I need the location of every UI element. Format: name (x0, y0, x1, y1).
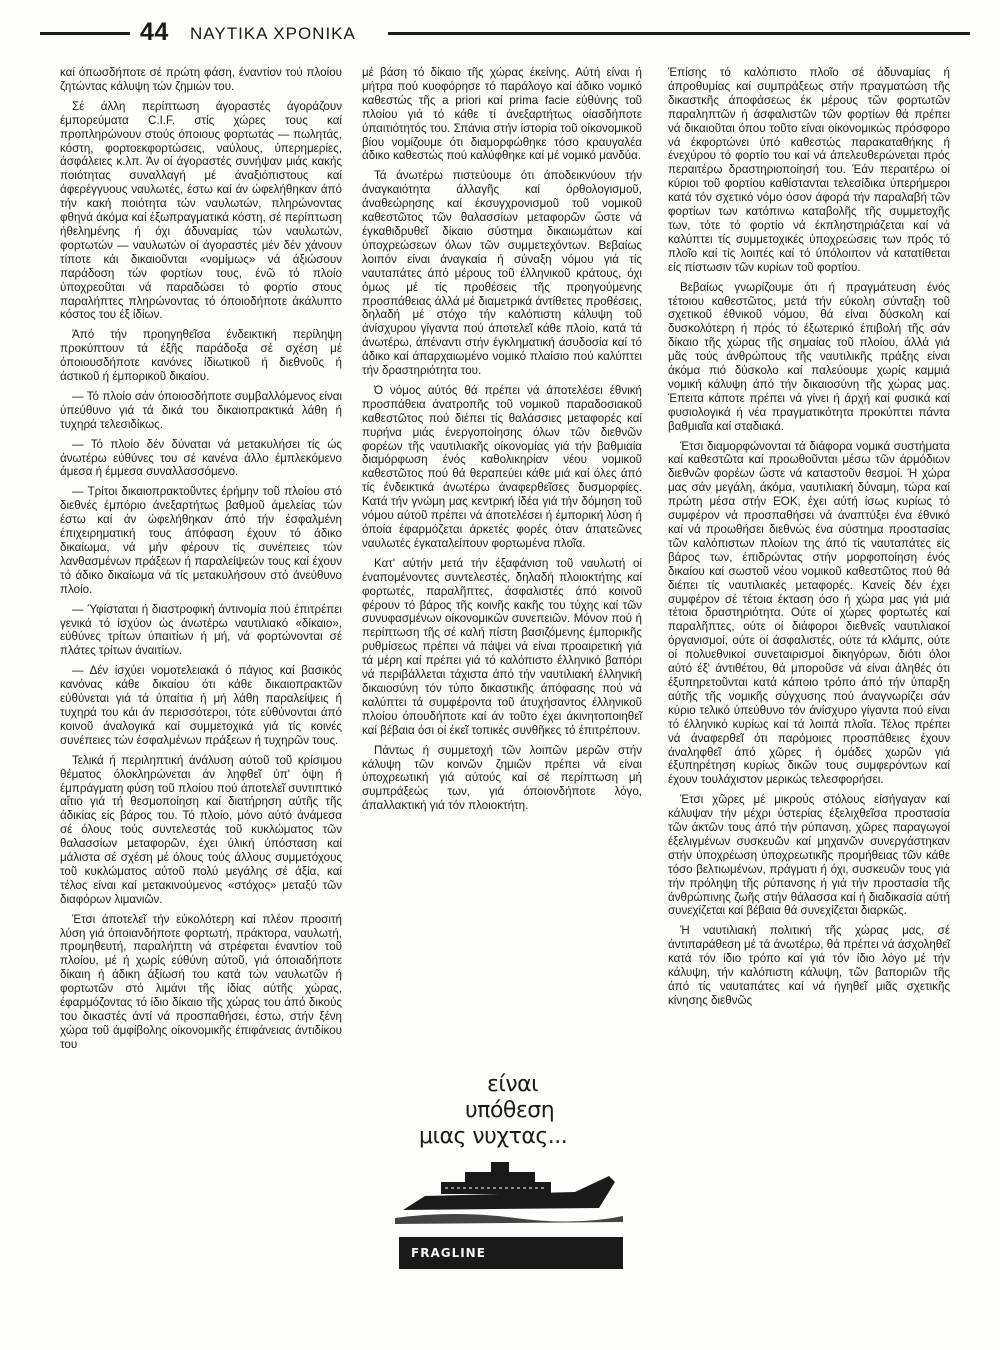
paragraph: μέ βάση τό δίκαιο τῆς χώρας έκείνης. Αύτή είναι ή μήτρα πού κυοφόρησε τό παράλογο καί άδικο νομικό καθεστώς τῆς a priori καί prima facie εύθύνης τοῦ πλοίου γιά τό κάθε τί άνεξαρτήτως οίασδήποτε ύπαιτιότητός του. Σπάνια στήν ίστορία τοῦ οίκονομικοῦ βίου νομίζουμε ότι διαμορφώθηκε τόσο κραυγαλέα άδικο καθεστώς πού καλύφθηκε καί μέ νομικό μανδύα. (362, 66, 642, 163)
magazine-title: ΝΑΥΤΙΚΑ ΧΡΟΝΙΚΑ (190, 24, 356, 43)
ad-brand-logo: FRAGLINE (399, 1237, 623, 1269)
ferry-ship-icon (395, 1152, 623, 1232)
ad-slogan-line-1: είναι (487, 1072, 539, 1097)
ad-slogan-line-2: υπόθεση (465, 1098, 555, 1123)
fragline-advertisement (395, 1062, 623, 1302)
header-rule-right (388, 32, 970, 35)
paragraph: Σέ άλλη περίπτωση άγοραστές άγοράζουν έμπορεύματα C.I.F. στίς χώρες τους καί προπληρώνουν στούς όποιους φορτωτάς — πωλητάς, κόστη, φορτοεκφορτώσεις, ναύλους, ύπερημερίες, άσφάλειες κ.λπ. Άν οί άγοραστές συνήψαν μιάς κακής ποιότητας συναλλαγή μέ άναξιόπιστους καί άφερέγγυους ναυλωτές, έστω καί άν ώφελήθηκαν άπό τήν κακή ποιότητα τών ναυλωτών, πληρώνοντας φθηνά άκόμα καί έξωπραγματικά κόστη, σέ περίπτωση ήθελημένης ή όχι άδυναμίας τών ναυλωτών, φορτωτών — ναυλωτών οί άγοραστές μέν δέν χάνουν τίποτε κάι δικαιοῦνται «νομίμως» νά άξιώσουν παράδοση τών φορτίων τους, ένῶ τό πλοίο ύποχρεοῦται νά παραδώσει τό φορτίο στους παραλήπτες πληρώνοντας τό όποιοδήποτε άκάλυπτο κόστος του έξ ίδίων. (60, 99, 342, 322)
page-header (40, 18, 970, 52)
paragraph: Κατ' αύτήν μετά τήν έξαφάνιση τοῦ ναυλωτή οί έναπομένοντες συντελεστές, δηλαδή πλοιοκτήτης καί φορτωτές, παραλῆπτες, άσφαλιστές άπό κοινοῦ φέρουν τό βάρος τῆς κοινῆς κακῆς του τύχης καί τῶν συνυφασμένων οίκονομικῶν συνεπειῶν. Μόνον πού ή περίπτωση τῆς σέ καλή πίστη βασιζόμενης έμπορικῆς ρυθμίσεως πρέπει νά πάψει νά είναι προαιρετική γιά τά μέρη καί πρέπει γιά τό καλόπιστο έλληνικό βαπόρι νά περιβάλλεται τάχιστα άπό τήν ναυτιλιακή έλληνική δικαιοσύνη τόν τύπο δικαστικῆς άπόφασης πού νά καλύπτει τά συμφέροντα τοῦ άτυχήσαντος έλληνικοῦ πλοίου όπουδήποτε καί άν τοῦτο έχει άκινητοποιηθεῖ καί βέβαια όσι οί έκεῖ τοπικές συνθῆκες τό έπιτρέπουν. (362, 556, 642, 737)
paragraph: — Δέν ίσχύει νομοτελειακά ό πάγιος καί βασικός κανόνας κάθε δικαίου ότι κάθε δικαιοπρακτῶν εύθύνεται γιά τά ύπαίτια ή μή λάθη παραλείψεις ή τυχηρά του κάι άν περισσότεροι, τότε εύθύνονται άπό κοινοῦ άναλογικά καί συμμετοχικά γιά τίς κοινές συνέπειες τών έσφαλμένων πράξεων ή τυχηρῶν τους. (60, 664, 342, 747)
paragraph: Ό νόμος αύτός θά πρέπει νά άποτελέσει έθνική προσπάθεια άνατροπῆς τοῦ νομικοῦ παραδοσιακοῦ καθεστῶτος πού διέπει τίς θαλάσσιες μεταφορές καί πυρήνα μιάς ένεργοποίησης όλων τῶν διεθνῶν φορέων τῆς ναυτιλιακῆς οίκονομίας γιά τήν βαθμιαία διαμόρφωση ένός καθολικηρίαν νέου νομικοῦ καθεστῶτος πού θά θεραπεύει κάθε μιά καί όλες άπό τίς ένδεικτικά άνωτέρω άναφερθεῖσες δυσμορφίες. Κατά τήν γνώμη μας κεντρική ίδέα γιά τήν δόμηση τοῦ νόμου αύτοῦ πρέπει νά άποτελέσει ή έμπορική λύση ή όποία έφαρμόζεται άρκετές φορές όταν άπατεῶνες ναυλωτές έγκαταλείπουν φορτωμένα πλοῖα. (362, 383, 642, 550)
paragraph: Άπό τήν προηγηθεῖσα ένδεικτική περίληψη προκύπτουν τά έξῆς παράδοξα σέ σχέση μέ όποιουσδήποτε κανόνες ίδιωτικοῦ ή διεθνοῦς ή άστικοῦ ή έμπορικοῦ δικαίου. (60, 328, 342, 384)
paragraph: Έπίσης τό καλόπιστο πλοῖο σέ άδυναμίας ή άπροθυμίας καί συμπράξεως στήν πραγματώση τῆς δικαστκῆς άποφάσεως έκ μέρους τῶν φορτωτῶν παραληπτῶν ή άσφαλιστῶν τῶν φορτίων θά πρέπει νά δικαιοῦται όπου τοῦτο είναι οίκονομικώς πρόσφορο νά έκφορτώνει ύπό καθεστώς παρακαταθήκης ή ένεχύρου τό φορτίο του καί νά άπελευθερώνεται πρός περαιτέρω δραστηριοποίησή του. Έάν περαιτέρω οί κύριοι τοῦ φορτίου καθίστανται τελεσίδικα ύπερήμεροι κατά τόν σχετικό νόμο όσον άφορά τήν παραλαβή τῶν φορτίων των κατόπινω καταβολῆς τῆς συμμετοχῆς των, τότε τό φορτίο νά έκπληστηριάζεται καί νά καλύπτει τίς συμμετοχικές ύποχρεώσεις των πρός τό πλοῖο καί τίς λοιπές καί τό ύπόλοιπον νά κατατίθεται είς πίστωσιν τῶν κυρίων τοῦ φορτίου. (668, 66, 950, 274)
paragraph: Ή ναυτιλιακή πολιτική τῆς χώρας μας, σέ άντιπαράθεση μέ τά άνωτέρω, θά πρέπει νά άσχοληθεῖ κατά τόν ίδιο τρόπο καί γιά τόν ίδιο λόγο μέ τήν κάλυψη, τήν καλόπιστη κάλυψη, τῶν βαποριῶν τῆς άπό τίς ναυταπάτες καί νά ήγηθεῖ μιᾶς σχετικῆς κίνησης διεθνῶς (668, 924, 950, 1007)
paragraph: Έτσι άποτελεῖ τήν εύκολότερη καί πλέον προσιτή λύση γιά όποιανδήποτε φορτωτή, πράκτορα, ναυλωτή, προμηθευτή, παραλήπτη νά στρέφεται έναντίον τοῦ πλοίου, μέ ή χωρίς εύθύνη αύτοῦ, γιά όποιαδήποτε δίκαιη ή άδικη άξίωσή του κατά τών ναυλωτῶν ή φορτωτῶν στό λιμάνι τῆς ίδίας αύτῆς χώρας, έφαρμόζοντας τό ίδιο δίκαιο τῆς χώρας του άπό δικούς του δικαστές άντί νά προσπαθήσει, έστω, στήν ξένη χώρα τοῦ άμφίβολης οίκονομικῆς έπιφάνειας άντιδίκου του (60, 912, 342, 1051)
paragraph: Βεβαίως γνωρίζουμε ότι ή πραγμάτευση ένός τέτοιου καθεστῶτος, μετά τήν εύκολη σύνταξη τοῦ σχετικοῦ έθνικοῦ νόμου, θά είναι δύσκολη καί δυσκολότερη ή πρός τό έξωτερικό έπιβολή τῆς σάν δίκαιο τῆς χώρας τῆς σημαίας τοῦ πλοίου, άλλά γιά μᾶς τούς άνθρώπους τῆς ναυτιλικῆς πράξης είναι άκόμα πιό δύσκολο καί παλεύουμε χωρίς καμμιά νομική κάλυψη άπό τήν δικαιοσύνη τῆς χώρας μας. Έπειτα κάποτε πρέπει νά γίνει ή άρχή καί φυσικά καί φυσιολογικά ή νέα πραγματικότητα προκύπτει πάντα βαθμιαῖα καί σταδιακά. (668, 280, 950, 433)
paragraph: — Ύφίσταται ή διαστροφική άντινομία πού έπιτρέπει γενικά τό ίσχύον ώς άνωτέρω ναυτιλιακό «δίκαιο», εύθύνες τρίτων ύπαιτίων ή μή, νά φορτώνονται σέ πλάτες τρίτων άναιτίων. (60, 602, 342, 658)
paragraph: Τά άνωτέρω πιστεύουμε ότι άποδεικνύουν τήν άναγκαιότητα άλλαγῆς καί όρθολογισμοῦ, άναθεώρησης καί έκσυγχρονισμοῦ τοῦ νομικοῦ καθεστῶτος τῶν θαλασσίων μεταφορῶν ὥστε νά έγκαθιδρυθεῖ δίκαιο σύστημα δικαιωμάτων καί ύποχρεώσεων όλων τῶν συμμετεχόντων. Βεβαίως λοιπόν είναι άναγκαία ή σύναξη νόμου γιά τίς ναυταπάτες άπό μέρους τοῦ έλληνικοῦ κράτους, όχι όμως μέ τίς προθέσεις τῆς προηγούμενης προσπάθειας άλλά μέ διαμετρικά άντίθετες προθέσεις, δηλαδή μέ στόχο τήν καλόπιστη κάλυψη τοῦ άνίσχυρου γίγαντα πού άποτελεῖ κάθε πλοίο, κατά τά άνωτέρω, άπέναντι στήν έγκληματική άσυδοσία καί τό άδικο καί άπαρχαιωμένο νομικό πλαίσιο πού καλύπτει τήν δραστηριότητα του. (362, 169, 642, 378)
page-number: 44 (140, 18, 169, 46)
ad-slogan-line-3: μιας νυχτας... (419, 1124, 568, 1149)
article-column-3 (668, 66, 950, 1014)
paragraph: Έτσι διαμορφώνονται τά διάφορα νομικά συστήματα καί καθεστῶτα καί προωθοῦνται μέσω τῶν άρμόδιων διεθνῶν φορέων ὥστε νά καταστοῦν θεσμοί. Ή χώρα μας σάν μεγάλη, άκόμα, ναυτιλιακή δύναμη, τώρα καί πρώτη μέσα στήν ΕΟΚ, έχει αύτή ίσως κυρίως τό συμφέρον νά προσπαθήσει νά άναπτύξει ένα έθνικό καί νά προωθήσει διεθνώς ένα σύστημα προστασίας τῶν καλόπιστων πλοίων της άπό τίς ναυταπάτες είς βάρος των, έπιδρώντας στήν μορφοποίηση ένός δικαίου καί σωστοῦ νέου νομικοῦ καθεστῶτος πού θά διέπει τίς ναυτιλιακές μεταφορές. Κανείς δέν έχει συμφέρον σέ τέτοια έκταση όσο ή χώρα μας γιά μιά τέτοια δραστηριότητα. Ούτε οί χώρες φορτωτές καί παραλῆπτες, ούτε οί διάφοροι διεθνεῖς ναυτιλιακοί όργανισμοί, ούτε οί άσφαλιστές, ούτε τά κλάμπς, ούτε οί πολυεθνικοί συνεταιρισμοί δικηγόρων, διότι όλοι αύτό έξ' άντιθέτου, θά μποροῦσε νά είναι άληθές ότι έξυπηρετοῦνται κατά κάποιο τρόπο άπό τήν ύπαρξη αύτῆς τῆς νομικῆς σύγχυσης πού άναγνωρίζει σάν κύριο τελικό ύπεύθυνο τόν άνίσχυρο γίγαντα πού είναι τό έλληνικό κυρίως καί τά λοιπά πλοῖα. Τέλος πρέπει νά άναφερθεῖ ότι παρόμοιες προσπάθειες έχουν άναληφθεῖ άπό χῶρες ή όμάδες χωρῶν γιά έξυπηρέτηση κυρίως δικῶν τους συμφερόντων καί έχουν τουλάχιστον μερικώς τελεσφορήσει. (668, 439, 950, 787)
paragraph: καί όπωσδήποτε σέ πρώτη φάση, έναντίον τού πλοίου ζητώντας κάλυψη τών ζημιών του. (60, 66, 342, 93)
paragraph: Τελικά ή περιληπτική άνάλυση αύτοῦ τοῦ κρίσιμου θέματος όλοκληρώνεται άν ληφθεῖ ύπ' όψη ή έμπράγματη φύση τοῦ πλοίου πού άποτελεῖ συντιπτικό αἴτιο γιά τή θεσμοποίηση καί διατήρηση αύτῆς τῆς άδικίας είς βάρος του. Τό πλοίο, μόνο αύτό άνάμεσα σέ όλους τούς συντελεστάς τοῦ κυκλώματος τῶν θαλασσίων μεταφορῶν, έχει ύλική ύπόσταση καί μάλιστα σέ σχέση μέ όλους τούς άλλους συμμετόχους τοῦ κυκλώματος αύτοῦ πολύ μεγάλης σέ άξία, καί τέλος είναι καί μετακινούμενος «στόχος» μεταξύ τῶν διαφόρων λιμανιῶν. (60, 753, 342, 906)
article-column-2 (362, 66, 642, 819)
paragraph: Πάντως ή συμμετοχή τῶν λοιπῶν μερῶν στήν κάλυψη τῶν κοινῶν ζημιῶν πρέπει νά είναι ύποχρεωτική γιά αύτούς καί σέ περίπτωση μή συμπράξεώς των, γιά όποιονδήποτε λόγο, άπαλλακτική γιά τόν πλοιοκτήτη. (362, 743, 642, 813)
paragraph: Έτσι χῶρες μέ μικρούς στόλους είσήγαγαν καί κάλυψαν τήν μέχρι ύστερίας έξελιχθεῖσα προστασία τῶν άκτῶν τους άπό τήν ρύπανση, χῶρες παραγωγοί έξελιγμένων συσκευῶν καί μηχανῶν συνεργάστηκαν στήν ύποχρέωση ύποχρεωτικῆς προμήθειας τῶν κάθε τόσο βελτιωμένων, πράγματι ή όχι, συσκευῶν τους γιά τήν πρόληψη τῆς ρύπανσης ή γιά τήν προστασία τῆς άνθρώπινης ζωῆς στήν θάλασσα καί ή διαδικασία αύτή συνεχίζεται καί βέβαια θά συνεχίζεται διαρκῶς. (668, 793, 950, 918)
article-column-1 (60, 66, 342, 1058)
paragraph: — Τό πλοίο δέν δύναται νά μετακυλήσει τίς ώς άνωτέρω εύθύνες του σέ κανένα άλλο έμπλεκόμενο άμεσα ή έμμεσα συναλλασσόμενο. (60, 437, 342, 479)
paragraph: — Τό πλοίο σάν όποιοσδήποτε συμβαλλόμενος είναι ύπεύθυνο γιά τά δικά του δικαιοπρακτικά λάθη ή τυχηρά τελεσιδίκως. (60, 389, 342, 431)
header-rule-left (40, 32, 130, 35)
paragraph: — Τρίτοι δικαιοπρακτοῦντες έρήμην τοῦ πλοίου στό διεθνές έμπόριο άνεξαρτήτως βαθμοῦ άμελείας τών έστω καί άν ώφελήθηκαν άπό τήν έσφαλμένη έπιχειρηματική τους άπόφαση έχουν τό άδικο δικαίωμα, νά μήν φέρουν τίς συνέπειες τών λανθασμένων πράξεων ή παραλείψεών τους καί έχουν τό άδικο δικαίωμα νά τίς μετακυλήσουν στό άνεύθυνο πλοίο. (60, 485, 342, 596)
